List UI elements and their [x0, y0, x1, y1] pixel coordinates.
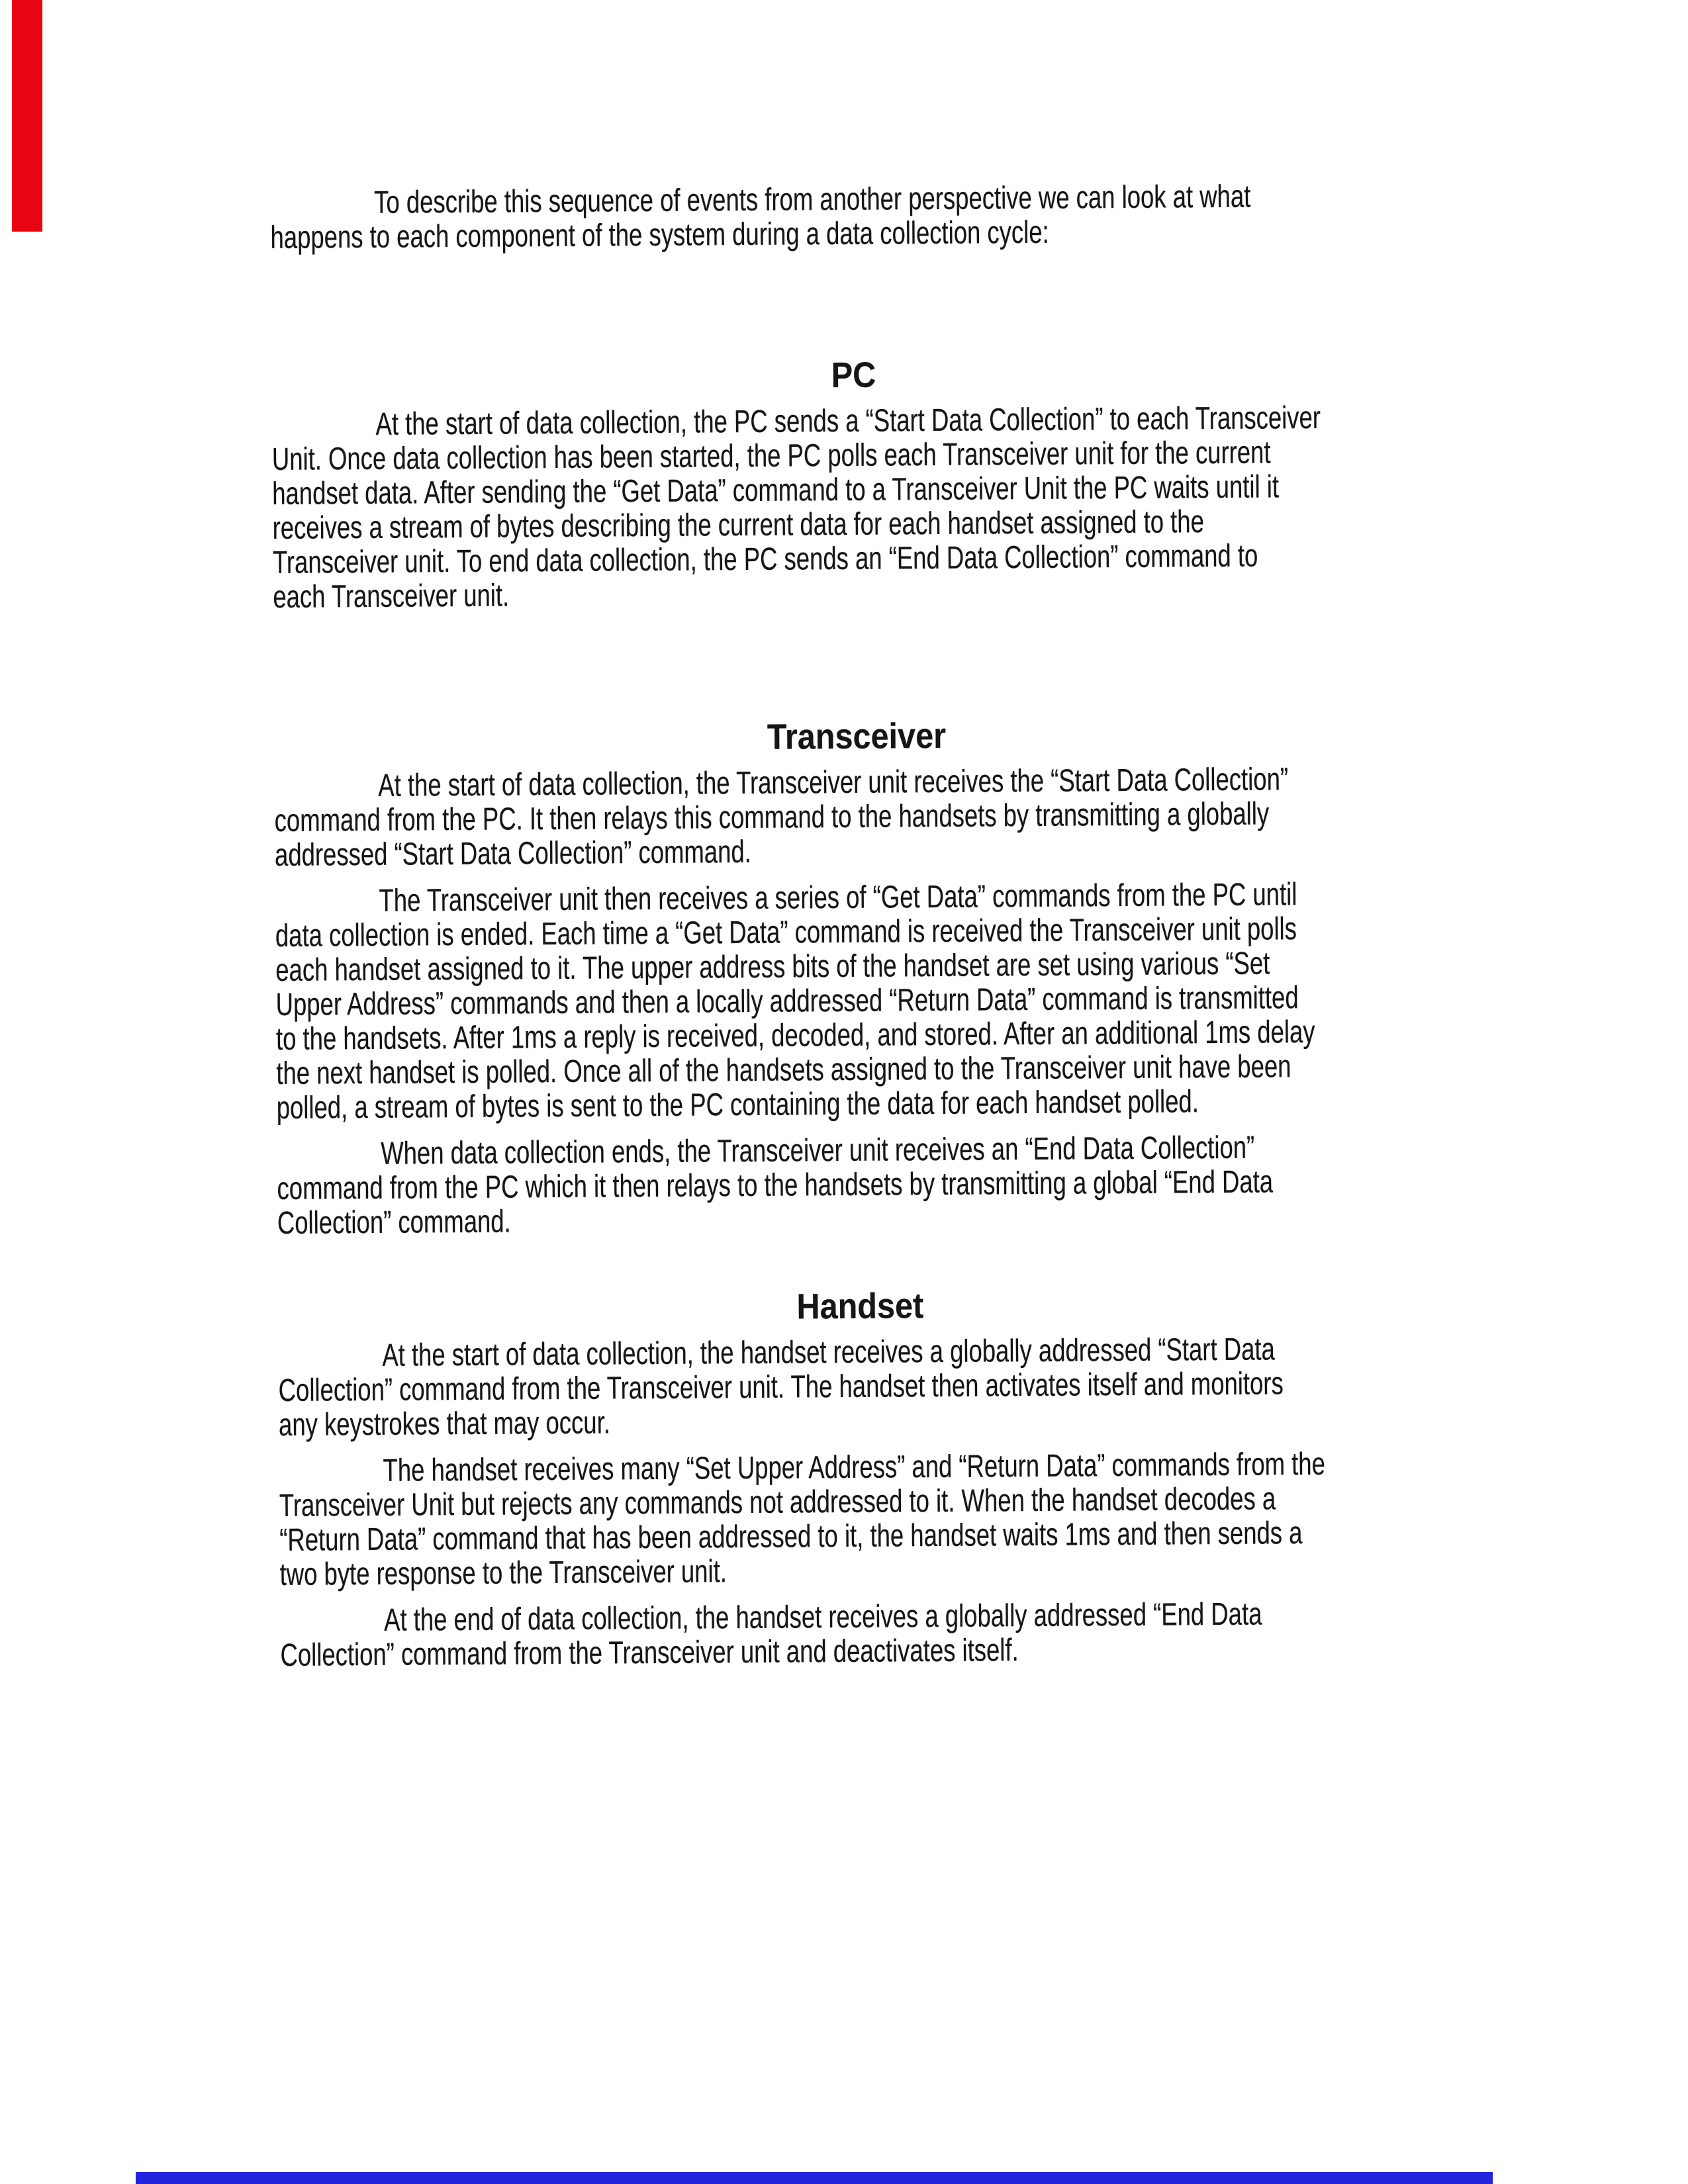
section-heading-text: Transceiver [767, 715, 947, 757]
text-line [280, 1631, 1445, 1673]
text-line-content: To describe this sequence of events from another perspective we can look at what [373, 179, 1251, 220]
text-line-content: The handset receives many “Set Upper Address” and “Return Data” commands from the [383, 1446, 1326, 1488]
text-line-content: At the start of data collection, the PC sends a “Start Data Collection” to each Transceiver [375, 400, 1321, 442]
section-heading-pc [271, 353, 1436, 398]
text-line-content: addressed “Start Data Collection” command. [274, 834, 752, 873]
text-line-content: receives a stream of bytes describing the current data for each handset assigned to the [272, 504, 1205, 546]
scan-artifact-red-bar [12, 0, 42, 232]
text-line [270, 213, 1435, 255]
section-heading-handset [278, 1284, 1443, 1329]
intro-paragraph [270, 179, 1436, 255]
text-line [277, 1199, 1442, 1241]
text-line-content: the next handset is polled. Once all of the handsets assigned to the Transceiver unit have been [276, 1049, 1291, 1091]
section-heading-text: PC [831, 355, 876, 396]
text-line-content: The Transceiver unit then receives a series of “Get Data” commands from the PC until [379, 877, 1297, 919]
text-line-content: data collection is ended. Each time a “Get Data” command is received the Transceiver unit polls [275, 911, 1297, 954]
text-line-content: each Transceiver unit. [273, 578, 510, 615]
text-line-content: two byte response to the Transceiver unit. [279, 1554, 727, 1592]
paragraph-transceiver-2 [275, 877, 1441, 1126]
text-line-content: Collection” command from the Transceiver unit. The handset then activates itself and monitors [278, 1366, 1284, 1408]
text-line [277, 1083, 1442, 1126]
text-line-content: to the handsets. After 1ms a reply is received, decoded, and stored. After an additional 1ms delay [275, 1015, 1315, 1057]
paragraph-transceiver-1 [274, 762, 1440, 873]
text-line [273, 572, 1438, 615]
paragraph-pc-1 [271, 400, 1438, 615]
text-line-content: Transceiver Unit but rejects any commands not addressed to it. When the handset decodes a [279, 1481, 1276, 1524]
text-line-content: Collection” command. [277, 1204, 511, 1241]
text-line-content: Unit. Once data collection has been started, the PC polls each Transceiver unit for the current [271, 435, 1271, 477]
text-line-content: “Return Data” command that has been addressed to it, the handset waits 1ms and then sends a [279, 1516, 1303, 1558]
text-line-content: Upper Address” commands and then a locally addressed “Return Data” command is transmitted [275, 980, 1299, 1023]
text-line-content: At the start of data collection, the Transceiver unit receives the “Start Data Collection” [378, 762, 1289, 803]
text-line-content: handset data. After sending the “Get Data” command to a Transceiver Unit the PC waits until it [272, 469, 1280, 512]
text-line-content: command from the PC. It then relays this command to the handsets by transmitting a globally [274, 796, 1270, 839]
text-line [279, 1550, 1444, 1592]
document-content [270, 179, 1446, 1673]
text-line [279, 1400, 1444, 1443]
scan-artifact-blue-bar [136, 2172, 1493, 2184]
paragraph-handset-1 [278, 1332, 1444, 1443]
section-heading-transceiver [274, 714, 1439, 759]
paragraph-handset-3 [280, 1596, 1446, 1673]
text-line-content: happens to each component of the system during a data collection cycle: [270, 214, 1049, 255]
text-line-content: At the end of data collection, the handset receives a globally addressed “End Data [383, 1596, 1262, 1638]
text-line-content: When data collection ends, the Transceiver unit receives an “End Data Collection” [381, 1130, 1255, 1171]
text-line-content: command from the PC which it then relays to the handsets by transmitting a global “End Data [277, 1164, 1274, 1206]
text-line-content: each handset assigned to it. The upper address bits of the handset are set using various “Set [275, 946, 1270, 988]
section-heading-text: Handset [796, 1286, 924, 1327]
text-line-content: any keystrokes that may occur. [278, 1405, 611, 1443]
text-line-content: Transceiver unit. To end data collection, the PC sends an “End Data Collection” command to [272, 538, 1258, 580]
paragraph-handset-2 [279, 1447, 1444, 1592]
text-line-content: Collection” command from the Transceiver unit and deactivates itself. [280, 1633, 1019, 1673]
text-line-content: At the start of data collection, the handset receives a globally addressed “Start Data [382, 1332, 1275, 1373]
text-line-content: polled, a stream of bytes is sent to the PC containing the data for each handset polled. [276, 1084, 1199, 1126]
text-line [275, 831, 1440, 873]
paragraph-transceiver-3 [277, 1130, 1442, 1241]
